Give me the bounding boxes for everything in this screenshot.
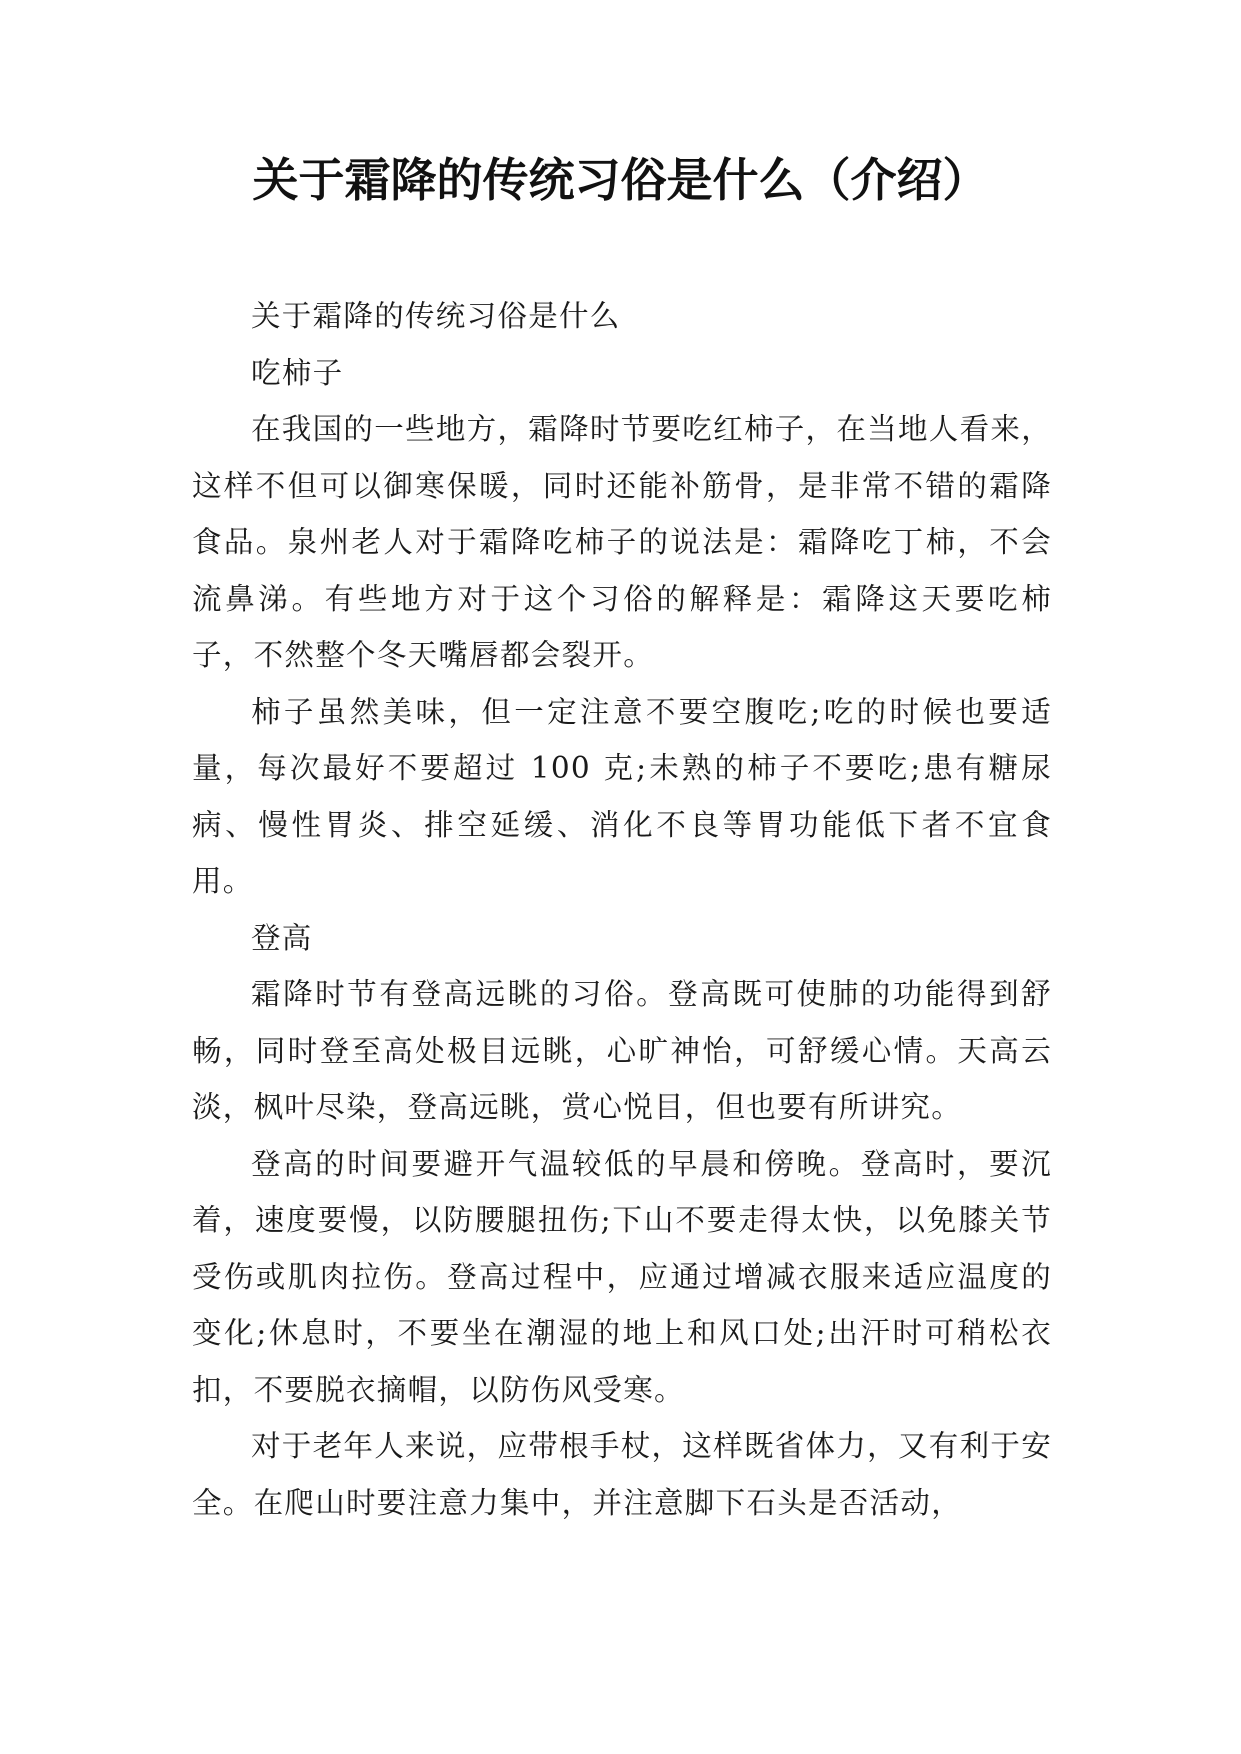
document-body xyxy=(192,288,1052,1531)
document-title: 关于霜降的传统习俗是什么（介绍） xyxy=(252,153,989,207)
section-heading-persimmon: 吃柿子 xyxy=(251,355,344,390)
paragraph: 在我国的一些地方，霜降时节要吃红柿子，在当地人看来，这样不但可以御寒保暖，同时还能补筋骨，是非常不错的霜降食品。泉州老人对于霜降吃柿子的说法是：霜降吃丁柿，不会流鼻涕。有些地方对于这个习俗的解释是：霜降这天要吃柿子，不然整个冬天嘴唇都会裂开。 xyxy=(192,412,1052,672)
section-heading-climbing: 登高 xyxy=(251,920,313,955)
paragraph: 柿子虽然美味，但一定注意不要空腹吃;吃的时候也要适量，每次最好不要超过 100 克;未熟的柿子不要吃;患有糖尿病、慢性胃炎、排空延缓、消化不良等胃功能低下者不宜食用。 xyxy=(192,694,1052,898)
document-subtitle: 关于霜降的传统习俗是什么 xyxy=(251,299,621,333)
paragraph: 霜降时节有登高远眺的习俗。登高既可使肺的功能得到舒畅，同时登至高处极目远眺，心旷神怡，可舒缓心情。天高云淡，枫叶尽染，登高远眺，赏心悦目，但也要有所讲究。 xyxy=(192,977,1052,1124)
paragraph: 对于老年人来说，应带根手杖，这样既省体力，又有利于安全。在爬山时要注意力集中，并注意脚下石头是否活动， xyxy=(192,1429,1052,1520)
paragraph: 登高的时间要避开气温较低的早晨和傍晚。登高时，要沉着，速度要慢，以防腰腿扭伤;下山不要走得太快，以免膝关节受伤或肌肉拉伤。登高过程中，应通过增减衣服来适应温度的变化;休息时，不要坐在潮湿的地上和风口处;出汗时可稍松衣扣，不要脱衣摘帽，以防伤风受寒。 xyxy=(192,1146,1052,1407)
